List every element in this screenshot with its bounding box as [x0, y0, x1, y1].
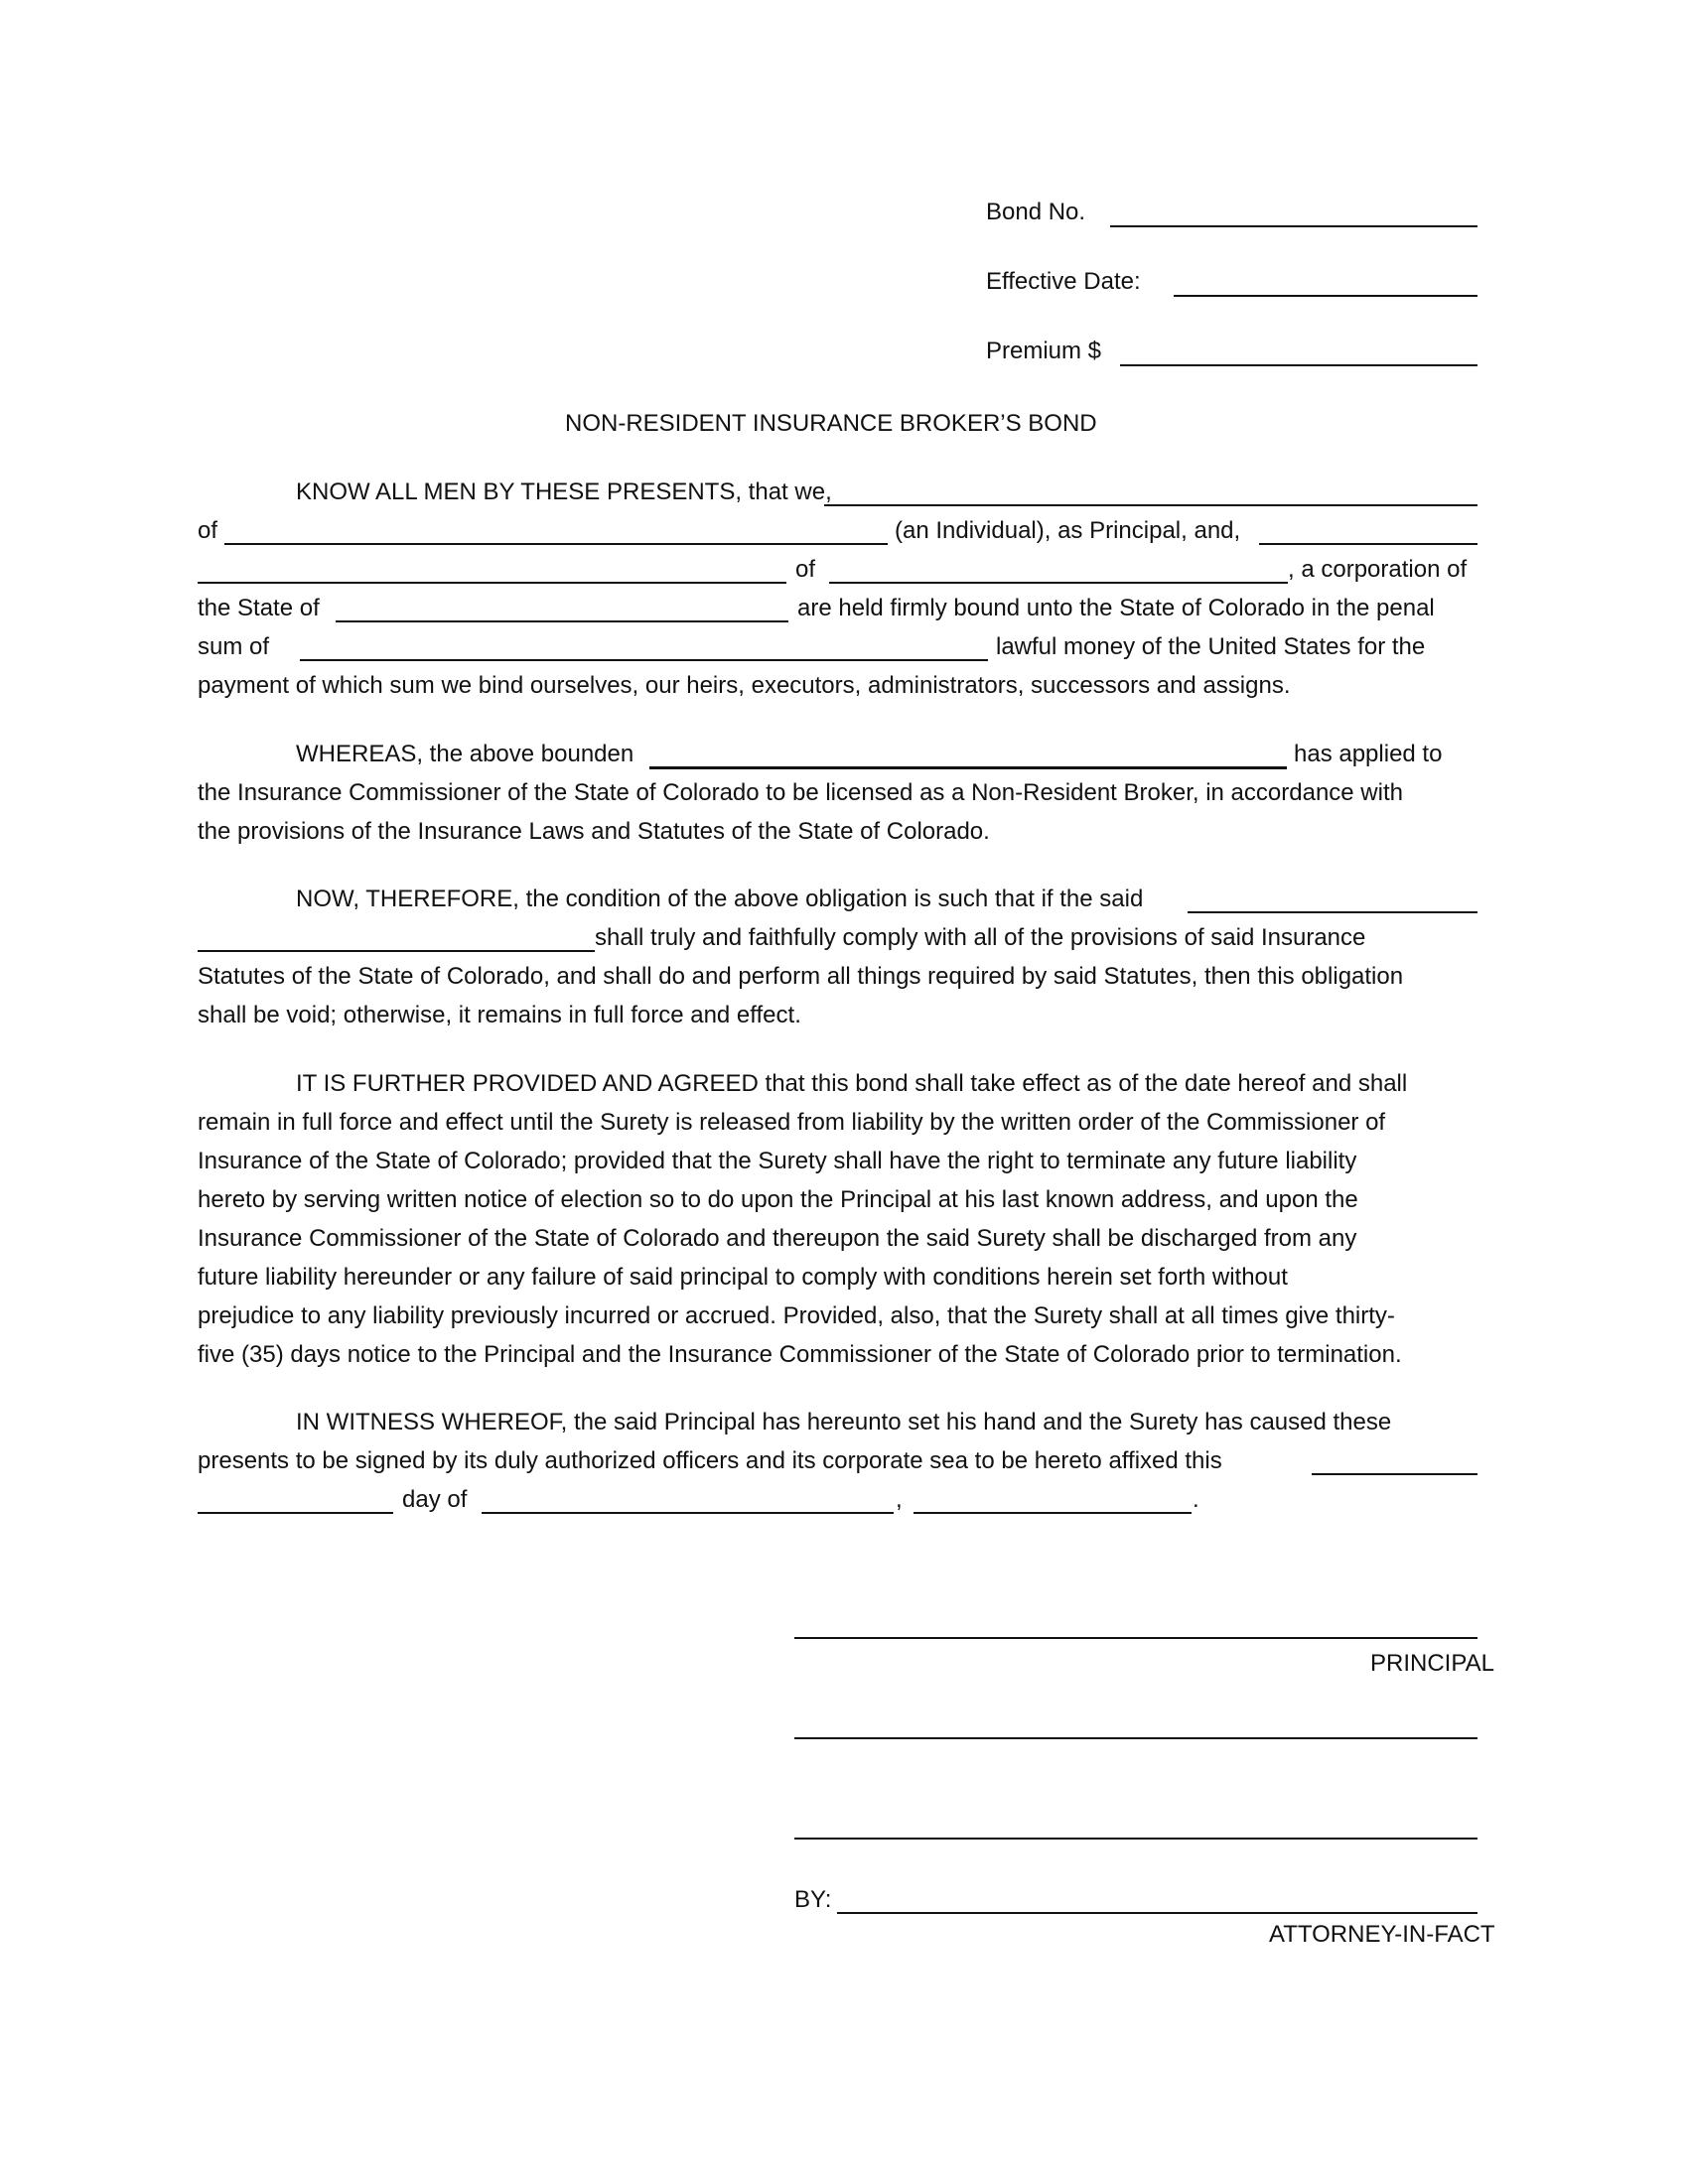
surety-address-blank[interactable] — [829, 582, 1288, 584]
para4-line3: Insurance of the State of Colorado; provided that the Surety shall have the right to terminate any future liability — [198, 1148, 1357, 1174]
para2-line3: the provisions of the Insurance Laws and Statutes of the State of Colorado. — [198, 818, 990, 845]
para2-line1-end: has applied to — [1294, 741, 1443, 767]
para1-line4-text: are held firmly bound unto the State of Colorado in the penal — [797, 595, 1435, 621]
effective-date-input-line[interactable] — [1174, 295, 1477, 297]
para1-line5-text: lawful money of the United States for the — [996, 633, 1426, 660]
para1-line2-text: (an Individual), as Principal, and, — [895, 517, 1241, 544]
para3-line4: shall be void; otherwise, it remains in full force and effect. — [198, 1002, 801, 1028]
para3-line1: NOW, THEREFORE, the condition of the above obligation is such that if the said — [296, 886, 1144, 912]
para4-line4: hereto by serving written notice of election so to do upon the Principal at his last known address, and upon the — [198, 1186, 1358, 1213]
said-name-blank-1[interactable] — [1188, 911, 1477, 913]
para1-line3-of: of — [795, 556, 816, 583]
para4-line1: IT IS FURTHER PROVIDED AND AGREED that this bond shall take effect as of the date hereof and shall — [296, 1070, 1408, 1097]
effective-date-label: Effective Date: — [986, 268, 1141, 295]
bond-no-input-line[interactable] — [1110, 225, 1477, 227]
para5-comma: , — [896, 1486, 903, 1513]
para4-line8: five (35) days notice to the Principal and the Insurance Commissioner of the State of Colorado prior to termination. — [198, 1341, 1402, 1368]
attorney-in-fact-label: ATTORNEY-IN-FACT — [1269, 1921, 1495, 1948]
bounden-name-blank[interactable] — [649, 766, 1287, 769]
said-name-blank-2[interactable] — [198, 950, 595, 952]
para1-line2-of: of — [198, 517, 218, 544]
para5-period: . — [1193, 1486, 1199, 1513]
surety-name-blank-1[interactable] — [1259, 543, 1477, 545]
para1-line3-text: , a corporation of — [1288, 556, 1468, 583]
para1-line1: KNOW ALL MEN BY THESE PRESENTS, that we, — [296, 478, 832, 505]
premium-label: Premium $ — [986, 338, 1102, 364]
document-title: NON-RESIDENT INSURANCE BROKER’S BOND — [565, 410, 1097, 437]
by-label: BY: — [794, 1886, 832, 1913]
para4-line6: future liability hereunder or any failure of said principal to comply with conditions herein set forth without — [198, 1264, 1288, 1291]
para5-line2: presents to be signed by its duly authorized officers and its corporate sea to be hereto affixed this — [198, 1447, 1222, 1474]
premium-input-line[interactable] — [1120, 364, 1477, 366]
surety-seal-line[interactable] — [794, 1838, 1477, 1840]
para1-line6: payment of which sum we bind ourselves, our heirs, executors, administrators, successors and assigns. — [198, 672, 1291, 699]
para2-line1-text: WHEREAS, the above bounden — [296, 741, 634, 767]
principal-address-blank[interactable] — [224, 543, 888, 545]
month-blank[interactable] — [482, 1512, 894, 1514]
principal-name-blank[interactable] — [824, 504, 1477, 506]
surety-signature-line[interactable] — [794, 1737, 1477, 1739]
attorney-signature-line[interactable] — [837, 1912, 1477, 1914]
para2-line2: the Insurance Commissioner of the State of Colorado to be licensed as a Non-Resident Broker, in accordance with — [198, 779, 1403, 806]
para1-line4-state: the State of — [198, 595, 320, 621]
penal-sum-blank[interactable] — [300, 659, 988, 661]
principal-label: PRINCIPAL — [1370, 1650, 1494, 1677]
bond-no-label: Bond No. — [986, 199, 1086, 225]
para3-line2: shall truly and faithfully comply with all of the provisions of said Insurance — [595, 924, 1366, 951]
day-blank-1[interactable] — [1312, 1473, 1477, 1475]
para5-line1: IN WITNESS WHEREOF, the said Principal has hereunto set his hand and the Surety has caused these — [296, 1409, 1392, 1435]
para3-line3: Statutes of the State of Colorado, and shall do and perform all things required by said Statutes, then this obligation — [198, 963, 1404, 990]
surety-state-blank[interactable] — [336, 620, 788, 622]
year-blank[interactable] — [914, 1512, 1192, 1514]
principal-signature-line[interactable] — [794, 1637, 1477, 1639]
para4-line7: prejudice to any liability previously incurred or accrued. Provided, also, that the Surety shall at all times give thirty- — [198, 1302, 1395, 1329]
para4-line5: Insurance Commissioner of the State of Colorado and thereupon the said Surety shall be discharged from any — [198, 1225, 1357, 1252]
surety-name-blank-2[interactable] — [198, 582, 786, 584]
para1-line5-sum: sum of — [198, 633, 270, 660]
para5-day-of: day of — [402, 1486, 468, 1513]
para4-line2: remain in full force and effect until the Surety is released from liability by the written order of the Commissioner of — [198, 1109, 1386, 1136]
day-blank-2[interactable] — [198, 1512, 393, 1514]
